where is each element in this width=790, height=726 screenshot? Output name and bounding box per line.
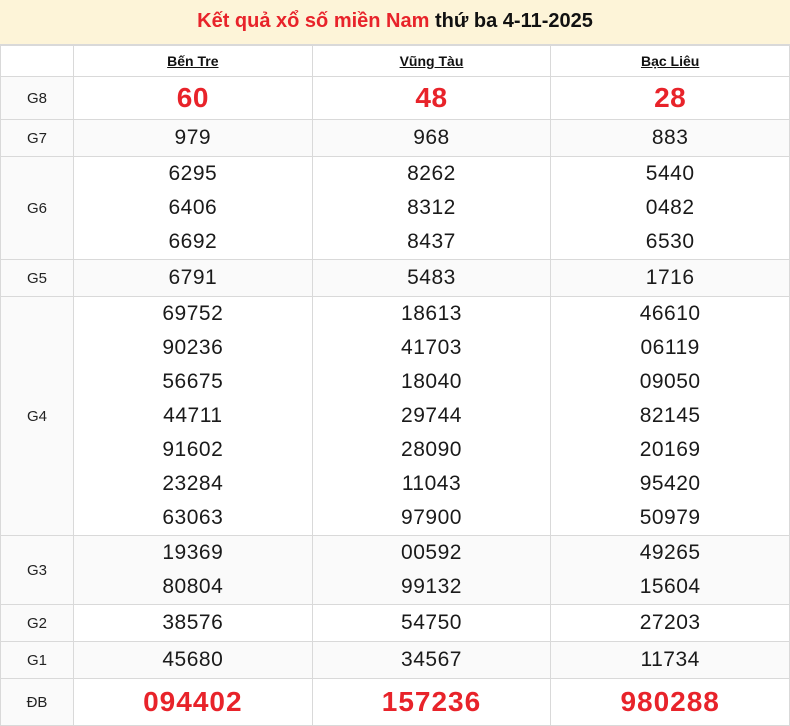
result-number: 23284 bbox=[162, 472, 224, 495]
result-number: 5440 bbox=[645, 162, 695, 185]
row-label-g6: G6 bbox=[1, 157, 74, 260]
row-label-g4: G4 bbox=[1, 297, 74, 536]
cell-g5-vungtau bbox=[312, 260, 551, 297]
cell-g1-baclieu bbox=[551, 642, 790, 679]
row-label-g3: G3 bbox=[1, 536, 74, 605]
cell-db-baclieu bbox=[551, 679, 790, 726]
cell-g8-vungtau bbox=[312, 77, 551, 120]
cell-g6-vungtau bbox=[312, 157, 551, 260]
cell-g3-vungtau bbox=[312, 536, 551, 605]
result-number: 29744 bbox=[401, 404, 462, 427]
result-number: 91602 bbox=[162, 438, 224, 461]
result-number: 41703 bbox=[401, 336, 462, 359]
result-number: 80804 bbox=[162, 575, 224, 598]
column-header-province-0[interactable]: Bến Tre bbox=[74, 46, 313, 77]
result-number: 6791 bbox=[168, 266, 218, 289]
result-number: 8312 bbox=[407, 196, 456, 219]
cell-db-vungtau bbox=[312, 679, 551, 726]
result-number: 0482 bbox=[645, 196, 695, 219]
result-number: 69752 bbox=[162, 302, 224, 325]
result-number: 28090 bbox=[401, 438, 462, 461]
result-number: 34567 bbox=[401, 648, 462, 671]
cell-g1-bentre bbox=[74, 642, 313, 679]
result-number: 8262 bbox=[407, 162, 456, 185]
cell-g5-baclieu bbox=[551, 260, 790, 297]
table-body bbox=[1, 77, 790, 726]
cell-g4-vungtau bbox=[312, 297, 551, 536]
cell-g4-bentre bbox=[74, 297, 313, 536]
row-label-g7: G7 bbox=[1, 120, 74, 157]
cell-g2-baclieu bbox=[551, 605, 790, 642]
table-row bbox=[1, 297, 790, 536]
result-number: 50979 bbox=[639, 506, 701, 529]
result-number: 97900 bbox=[401, 506, 462, 529]
table-row bbox=[1, 605, 790, 642]
result-number: 968 bbox=[413, 126, 450, 149]
table-row bbox=[1, 679, 790, 726]
table-row bbox=[1, 157, 790, 260]
result-number: 95420 bbox=[639, 472, 701, 495]
table-row bbox=[1, 642, 790, 679]
result-number: 82145 bbox=[639, 404, 701, 427]
result-number: 27203 bbox=[639, 611, 701, 634]
result-number: 19369 bbox=[162, 541, 224, 564]
result-number: 60 bbox=[176, 82, 209, 113]
result-number: 157236 bbox=[381, 686, 482, 717]
result-number: 99132 bbox=[401, 575, 462, 598]
cell-g7-bentre bbox=[74, 120, 313, 157]
result-number: 46610 bbox=[639, 302, 701, 325]
cell-g3-bentre bbox=[74, 536, 313, 605]
result-number: 44711 bbox=[163, 404, 223, 427]
result-number: 979 bbox=[174, 126, 212, 149]
cell-g7-baclieu bbox=[551, 120, 790, 157]
page-title bbox=[0, 0, 790, 45]
result-number: 5483 bbox=[407, 266, 456, 289]
cell-g5-bentre bbox=[74, 260, 313, 297]
cell-g8-bentre bbox=[74, 77, 313, 120]
result-number: 54750 bbox=[401, 611, 462, 634]
cell-g2-bentre bbox=[74, 605, 313, 642]
cell-g1-vungtau bbox=[312, 642, 551, 679]
table-row bbox=[1, 536, 790, 605]
result-number: 6692 bbox=[168, 230, 218, 253]
column-header-province-2[interactable]: Bạc Liêu bbox=[551, 46, 790, 77]
cell-g6-bentre bbox=[74, 157, 313, 260]
result-number: 06119 bbox=[640, 336, 700, 359]
result-number: 63063 bbox=[162, 506, 224, 529]
result-number: 15604 bbox=[639, 575, 701, 598]
result-number: 18040 bbox=[401, 370, 462, 393]
result-number: 00592 bbox=[401, 541, 462, 564]
result-number: 6295 bbox=[168, 162, 218, 185]
cell-g2-vungtau bbox=[312, 605, 551, 642]
result-number: 11734 bbox=[640, 648, 700, 671]
column-header-province-1[interactable]: Vũng Tàu bbox=[312, 46, 551, 77]
table-row bbox=[1, 260, 790, 297]
lottery-results-table bbox=[0, 45, 790, 726]
result-number: 90236 bbox=[162, 336, 224, 359]
cell-g8-baclieu bbox=[551, 77, 790, 120]
row-label-g5: G5 bbox=[1, 260, 74, 297]
result-number: 09050 bbox=[639, 370, 701, 393]
result-number: 48 bbox=[415, 82, 448, 113]
result-number: 28 bbox=[654, 82, 687, 113]
result-number: 56675 bbox=[162, 370, 224, 393]
row-label-g1: G1 bbox=[1, 642, 74, 679]
result-number: 1716 bbox=[645, 266, 695, 289]
page-title-date: thứ ba 4-11-2025 bbox=[434, 10, 593, 32]
result-number: 20169 bbox=[639, 438, 701, 461]
cell-g6-baclieu bbox=[551, 157, 790, 260]
result-number: 45680 bbox=[162, 648, 224, 671]
table-header-row bbox=[1, 46, 790, 77]
row-label-g2: G2 bbox=[1, 605, 74, 642]
result-number: 980288 bbox=[620, 686, 720, 717]
cell-g4-baclieu bbox=[551, 297, 790, 536]
table-row bbox=[1, 120, 790, 157]
result-number: 883 bbox=[651, 126, 689, 149]
result-number: 8437 bbox=[407, 230, 456, 253]
result-number: 6530 bbox=[645, 230, 695, 253]
row-label-db: ĐB bbox=[1, 679, 74, 726]
table-header bbox=[1, 46, 790, 77]
cell-db-bentre bbox=[74, 679, 313, 726]
cell-g7-vungtau bbox=[312, 120, 551, 157]
result-number: 11043 bbox=[401, 472, 462, 495]
result-number: 49265 bbox=[639, 541, 701, 564]
row-label-g8: G8 bbox=[1, 77, 74, 120]
result-number: 094402 bbox=[143, 686, 243, 717]
result-number: 38576 bbox=[162, 611, 224, 634]
result-number: 6406 bbox=[168, 196, 218, 219]
page-title-region: Kết quả xổ số miền Nam bbox=[197, 10, 430, 32]
result-number: 18613 bbox=[401, 302, 462, 325]
cell-g3-baclieu bbox=[551, 536, 790, 605]
table-row bbox=[1, 77, 790, 120]
column-header-prize bbox=[1, 46, 74, 77]
